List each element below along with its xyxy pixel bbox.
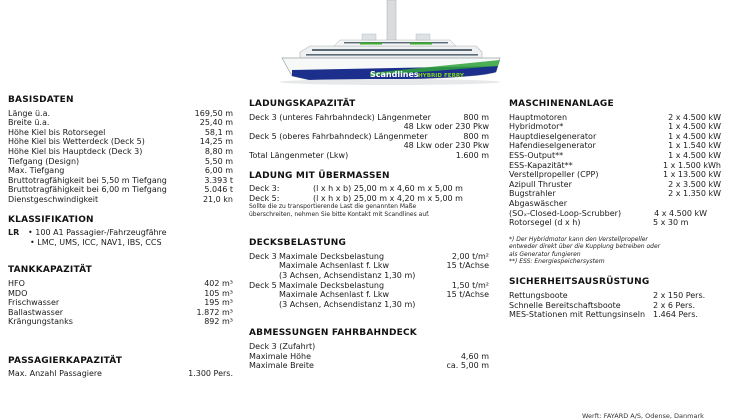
basisdaten-list (8, 109, 233, 205)
decks-item-label: Maximale Decksbelastung (279, 251, 385, 261)
maschinen-row (509, 141, 721, 151)
abm-row (249, 361, 489, 371)
tank-row (8, 279, 233, 289)
tank-row-label: Krängungstanks (8, 317, 73, 327)
ladung-d5-label: Deck 5 (oberes Fahrbahndeck) Längenmeter (249, 131, 428, 141)
decks-item-label: (3 Achsen, Achsendistanz 1,30 m) (279, 299, 416, 309)
tank-row-label: MDO (8, 288, 28, 298)
maschinen-row-value: 1 x 1.500 kWh (663, 160, 721, 170)
basis-row-value: 25,40 m (199, 118, 233, 128)
maschinen-row-label: Verstellpropeller (CPP) (509, 170, 599, 180)
maschinen-row (509, 132, 721, 142)
maschinen-row-label: ESS-Kapazität** (509, 160, 573, 170)
col-3 (509, 100, 721, 320)
basis-row-value: 6,00 m (204, 166, 233, 176)
basis-row-value: 58,1 m (204, 127, 233, 137)
col-2 (249, 100, 489, 371)
footer-text: Werft: FAYARD A/S, Odense, Danmark (582, 412, 704, 420)
basis-row (8, 109, 233, 119)
ladung-d5-sub: 48 Lkw oder 230 Pkw (403, 141, 489, 151)
basis-row-value: 8,80 m (204, 146, 233, 156)
tank-row-label: Frischwasser (8, 298, 60, 308)
abg-label: Abgaswäscher (509, 198, 567, 208)
basis-row-label: Max. Tiefgang (8, 166, 65, 176)
sicherheit-row (509, 301, 721, 311)
basis-row-value: 21,0 kn (202, 194, 233, 204)
ladung-title: LADUNGSKAPAZITÄT (249, 99, 356, 109)
maschinen-row-value: 2 x 1.350 kW (668, 189, 721, 199)
maschinen-row (509, 113, 721, 123)
decks-title: DECKSBELASTUNG (249, 238, 347, 249)
decks-item-label: Maximale Achsenlast f. Lkw (279, 261, 390, 271)
sicherheit-row-label: Rettungsboote (509, 290, 568, 300)
maschinen-title: MASCHINENANLAGE (509, 99, 614, 109)
maschinen-row-value: 2 x 4.500 kW (668, 112, 721, 122)
basis-row-label: Länge ü.a. (8, 108, 51, 118)
ship-illustration (270, 0, 510, 90)
maschinen-row (509, 161, 721, 171)
basis-row-label: Bruttotragfähigkeit bei 6,00 m Tiefgang (8, 185, 167, 195)
sicherheit-row-value: 1.464 Pers. (653, 310, 698, 320)
brand-tagline: HYBRID FERRY (418, 73, 464, 79)
decks-d5 (249, 281, 489, 310)
basis-row (8, 176, 233, 186)
maschinen-row (509, 151, 721, 161)
basis-row-value: 14,25 m (199, 137, 233, 147)
passagier-title: PASSAGIERKAPAZITÄT (8, 355, 123, 366)
basis-row-value: 5.046 t (204, 185, 233, 195)
rotor-label: Rotorsegel (d x h) (509, 218, 581, 228)
maschinen-row-value: 1 x 4.500 kW (668, 122, 721, 132)
ladung-d3-label: Deck 3 (unteres Fahrbahndeck) Längenmeter (249, 112, 431, 122)
maschinen-row-label: ESS-Output** (509, 150, 564, 160)
maschinen-note: *) Der Hybridmotor kann den Verstellpropeller (509, 235, 648, 243)
abm-row (249, 352, 489, 362)
basis-row-label: Tiefgang (Design) (8, 156, 80, 166)
decks-d3-label: Deck 3 (249, 251, 277, 261)
maschinen-row (509, 189, 721, 199)
maschinen-note: entweder direkt über die Kupplung betreiben oder (509, 243, 661, 251)
maschinen-list (509, 113, 721, 199)
basis-row-label: Bruttotragfähigkeit bei 5,50 m Tiefgang (8, 175, 167, 185)
klass-item: • LMC, UMS, ICC, NAV1, IBS, CCS (30, 237, 162, 247)
basis-row (8, 185, 233, 195)
basis-row (8, 128, 233, 138)
basis-row (8, 147, 233, 157)
basis-row-label: Höhe Kiel bis Wetterdeck (Deck 5) (8, 137, 145, 147)
sicherheit-list (509, 291, 721, 320)
decks-d5-label: Deck 5 (249, 280, 277, 290)
maschinen-note: als Generator fungieren (509, 250, 581, 258)
uebermass-note: Sollte die zu transportierende Last die genannten Maße (249, 203, 417, 211)
col-1 (8, 96, 233, 379)
maschinen-row-value: 1 x 13.500 kW (663, 170, 721, 180)
maschinen-row-value: 1 x 4.500 kW (668, 131, 721, 141)
sicherheit-row (509, 310, 721, 320)
basis-row-value: 169,50 m (194, 108, 233, 118)
basis-row-label: Höhe Kiel bis Rotorsegel (8, 127, 106, 137)
decks-item-label: (3 Achsen, Achsendistanz 1,30 m) (279, 270, 416, 280)
sicherheit-title: SICHERHEITSAUSRÜSTUNG (509, 277, 650, 288)
uebermass-title: LADUNG MIT ÜBERMASSEN (249, 170, 390, 181)
maschinen-row (509, 170, 721, 180)
ladung-total-value: 1.600 m (455, 150, 489, 160)
uebermass-deck: Deck 5: (249, 193, 280, 203)
maschinen-note: **) ESS: Energiespeichersystem (509, 257, 605, 265)
klass-item: • 100 A1 Passagier-/Fahrzeugfähre (28, 228, 167, 238)
tank-row (8, 298, 233, 308)
abm-row-label: Maximale Höhe (249, 351, 312, 361)
maschinen-row-value: 1 x 4.500 kW (668, 150, 721, 160)
tank-list (8, 279, 233, 327)
maschinen-row-label: Hafendieselgenerator (509, 141, 596, 151)
passagier-row (8, 369, 233, 379)
basis-row (8, 166, 233, 176)
rotor-value: 5 x 30 m (653, 218, 689, 228)
tank-row (8, 317, 233, 327)
basis-row (8, 118, 233, 128)
uebermass-deck: Deck 3: (249, 184, 280, 194)
uebermass-value: (l x h x b) 25,00 m x 4,60 m x 5,00 m (313, 184, 463, 194)
tank-row-value: 402 m³ (204, 278, 233, 288)
basis-row (8, 195, 233, 205)
maschinen-row-label: Hauptmotoren (509, 112, 568, 122)
sicherheit-row-label: Schnelle Bereitschaftsboote (509, 300, 621, 310)
ladung-d3-value: 800 m (463, 112, 489, 122)
sicherheit-row-label: MES-Stationen mit Rettungsinseln (509, 310, 646, 320)
uebermass-row (249, 184, 489, 194)
basis-row-label: Höhe Kiel bis Hauptdeck (Deck 3) (8, 146, 143, 156)
abg-sub-label: (SOₓ-Closed-Loop-Scrubber) (509, 208, 622, 218)
green-stripe (360, 43, 382, 45)
lr-label: LR (8, 228, 20, 238)
tank-row-value: 195 m³ (204, 298, 233, 308)
ladung-d5-value: 800 m (463, 131, 489, 141)
abm-row-value: ca. 5,00 m (446, 361, 489, 371)
decks-item-value: 2,00 t/m² (451, 251, 489, 261)
maschinen-row-label: Hauptdieselgenerator (509, 131, 597, 141)
tank-row (8, 308, 233, 318)
superstructure (300, 46, 482, 58)
basis-row (8, 157, 233, 167)
decks-item-value: 15 t/Achse (446, 290, 489, 300)
passagier-list (8, 369, 233, 379)
abm-title: ABMESSUNGEN FAHRBAHNDECK (249, 328, 417, 339)
decks-d3 (249, 252, 489, 281)
basis-row-value: 5,50 m (204, 156, 233, 166)
basis-row (8, 137, 233, 147)
abg-value: 4 x 4.500 kW (654, 208, 707, 218)
tank-row-label: Ballastwasser (8, 307, 64, 317)
basis-row-label: Breite ü.a. (8, 118, 50, 128)
sicherheit-row-value: 2 x 6 Pers. (653, 300, 696, 310)
ladung-total-label: Total Längenmeter (Lkw) (249, 150, 349, 160)
maschinen-row-label: Azipull Thruster (509, 179, 572, 189)
sicherheit-row-value: 2 x 150 Pers. (653, 290, 706, 300)
maschinen-row-value: 2 x 3.500 kW (668, 179, 721, 189)
klassifikation-block (8, 228, 233, 247)
tank-row-value: 105 m³ (204, 288, 233, 298)
abm-list (249, 352, 489, 371)
maschinen-row-value: 1 x 1.540 kW (668, 141, 721, 151)
abm-row-value: 4,60 m (460, 351, 489, 361)
basis-row-value: 3.393 t (204, 175, 233, 185)
uebermass-row (249, 194, 489, 204)
maschinen-row-label: Bugstrahler (509, 189, 556, 199)
decks-item-label: Maximale Achsenlast f. Lkw (279, 290, 390, 300)
klassifikation-title: KLASSIFIKATION (8, 214, 94, 225)
tank-row (8, 289, 233, 299)
tank-row-label: HFO (8, 278, 25, 288)
maschinen-row-label: Hybridmotor* (509, 122, 564, 132)
uebermass-list (249, 184, 489, 203)
basis-row-label: Dienstgeschwindigkeit (8, 194, 99, 204)
maschinen-row (509, 180, 721, 190)
abm-sub: Deck 3 (Zufahrt) (249, 341, 316, 351)
decks-item-value: 15 t/Achse (446, 261, 489, 271)
maschinen-row (509, 122, 721, 132)
sicherheit-row (509, 291, 721, 301)
passagier-row-value: 1.300 Pers. (188, 369, 233, 379)
tank-row-value: 892 m³ (204, 317, 233, 327)
decks-item-value: 1,50 t/m² (451, 280, 489, 290)
ladung-d3-sub: 48 Lkw oder 230 Pkw (403, 122, 489, 132)
abm-row-label: Maximale Breite (249, 361, 314, 371)
basisdaten-title: BASISDATEN (8, 95, 74, 105)
tank-title: TANKKAPAZITÄT (8, 265, 92, 276)
brand-logo: Scandlines (370, 70, 419, 79)
uebermass-value: (l x h x b) 25,00 m x 4,20 m x 5,00 m (313, 193, 463, 203)
uebermass-note: überschreiten, nehmen Sie bitte Kontakt mit Scandlines auf. (249, 210, 430, 218)
passagier-row-label: Max. Anzahl Passagiere (8, 369, 102, 379)
tank-row-value: 1.872 m³ (196, 307, 233, 317)
decks-item-label: Maximale Decksbelastung (279, 280, 385, 290)
